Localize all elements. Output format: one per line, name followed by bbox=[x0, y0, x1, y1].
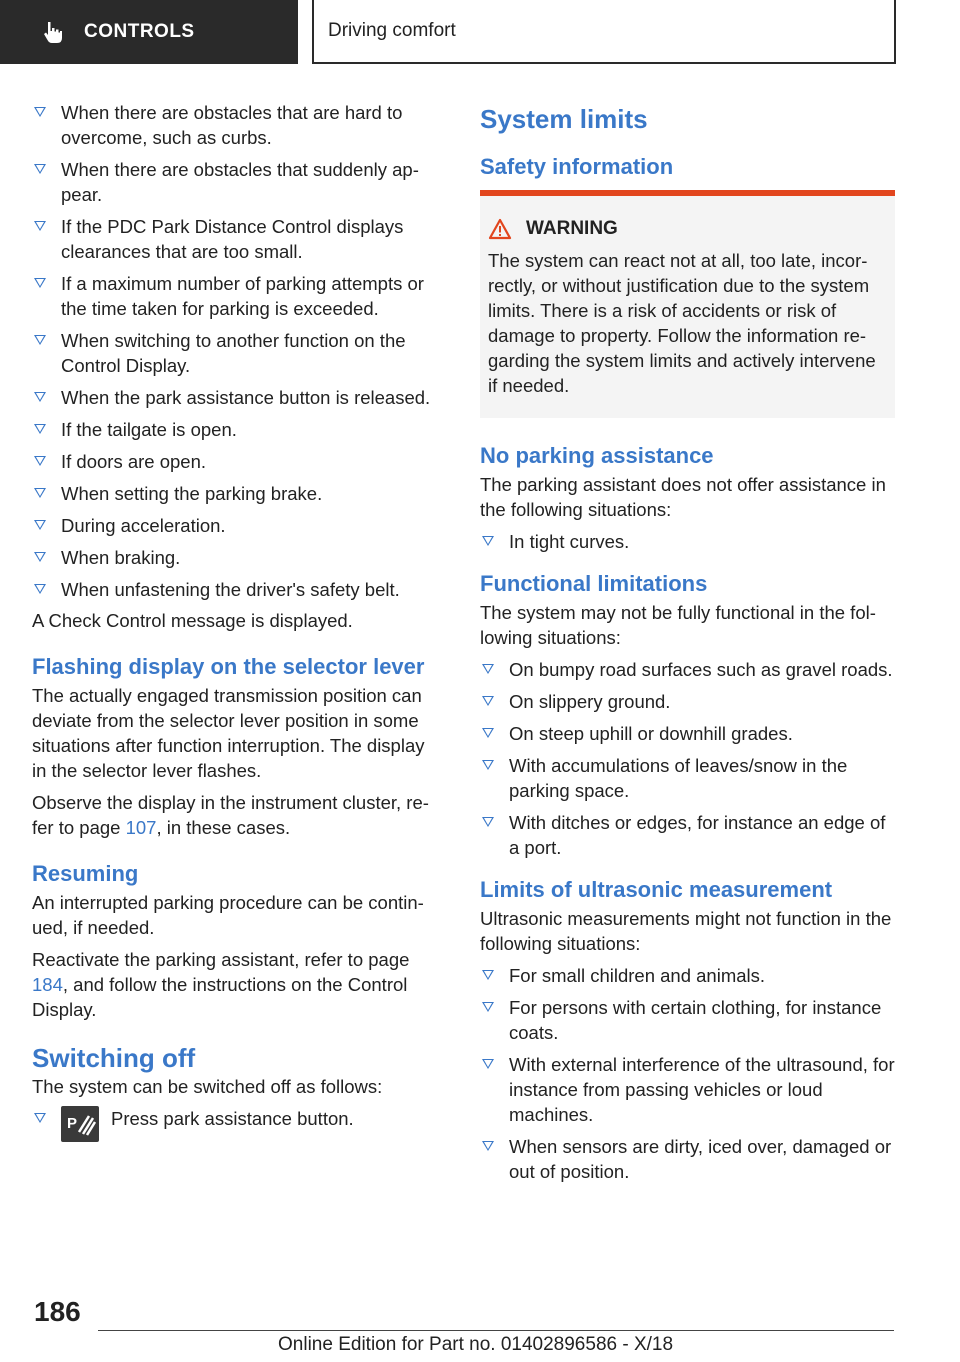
list-item bbox=[480, 1134, 895, 1184]
list-item-text: When there are obstacles that are hard to overcome, such as curbs. bbox=[61, 102, 403, 148]
list-item bbox=[32, 545, 442, 570]
list-item-text: When sensors are dirty, iced over, damaged or out of position. bbox=[509, 1136, 892, 1182]
triangle-bullet-icon bbox=[482, 664, 494, 674]
list-item bbox=[480, 689, 895, 714]
list-item-text: If doors are open. bbox=[61, 451, 207, 472]
warning-box bbox=[480, 190, 895, 418]
list-item bbox=[480, 657, 895, 682]
list-item-text: When the park assistance button is released. bbox=[61, 387, 431, 408]
list-item bbox=[32, 328, 442, 378]
check-control-text: A Check Control message is displayed. bbox=[32, 610, 353, 631]
switching-off-bullet: Press park assistance button. bbox=[111, 1108, 354, 1129]
page-link-107[interactable]: 107 bbox=[125, 817, 157, 838]
triangle-bullet-icon bbox=[482, 728, 494, 738]
list-item-text: On bumpy road surfaces such as gravel roads. bbox=[509, 659, 893, 680]
resuming-p1: An interrupted parking procedure can be continued, if needed. bbox=[32, 892, 424, 938]
left-column bbox=[32, 100, 442, 1149]
triangle-bullet-icon bbox=[34, 221, 46, 231]
page-number: 186 bbox=[34, 1296, 81, 1327]
list-item bbox=[480, 963, 895, 988]
triangle-bullet-icon bbox=[482, 696, 494, 706]
list-item-text: For persons with certain clothing, for instance coats. bbox=[509, 997, 882, 1043]
warning-title: WARNING bbox=[488, 218, 887, 240]
list-item-text: When there are obstacles that suddenly appear. bbox=[61, 159, 419, 205]
list-item bbox=[32, 385, 442, 410]
no-parking-list bbox=[480, 529, 895, 554]
triangle-bullet-icon bbox=[482, 970, 494, 980]
list-item-text: If the tailgate is open. bbox=[61, 419, 237, 440]
list-item bbox=[32, 417, 442, 442]
triangle-bullet-icon bbox=[482, 1141, 494, 1151]
right-column bbox=[480, 100, 895, 1191]
page-link-184[interactable]: 184 bbox=[32, 974, 63, 995]
switching-off-heading: Switching off bbox=[32, 1043, 196, 1073]
list-item-text: During acceleration. bbox=[61, 515, 226, 536]
warning-text: The system can react not at all, too late, incorrectly, or without justification due to the system limits. There is a risk of accidents or risk of damage to property. Follow the information regarding the system limits and actively intervene if needed. bbox=[488, 250, 876, 396]
safety-information-heading: Safety information bbox=[480, 154, 674, 179]
interruption-list bbox=[32, 100, 442, 602]
list-item-text: On slippery ground. bbox=[509, 691, 671, 712]
list-item bbox=[32, 577, 442, 602]
triangle-bullet-icon bbox=[34, 520, 46, 530]
list-item-text: When switching to another function on the Control Display. bbox=[61, 330, 406, 376]
no-parking-heading: No parking assistance bbox=[480, 443, 714, 468]
triangle-bullet-icon bbox=[34, 488, 46, 498]
triangle-bullet-icon bbox=[482, 817, 494, 827]
flashing-p2: Observe the display in the instrument cluster, refer to page 107, in these cases. bbox=[32, 792, 429, 838]
warning-triangle-icon bbox=[488, 218, 512, 240]
system-limits-heading: System limits bbox=[480, 104, 648, 134]
list-item bbox=[32, 1106, 442, 1142]
triangle-bullet-icon bbox=[34, 335, 46, 345]
section-tab bbox=[0, 0, 298, 64]
list-item bbox=[32, 271, 442, 321]
list-item-text: If the PDC Park Distance Control displays clearances that are too small. bbox=[61, 216, 404, 262]
functional-list bbox=[480, 657, 895, 860]
list-item-text: When setting the parking brake. bbox=[61, 483, 323, 504]
list-item bbox=[480, 810, 895, 860]
ultrasonic-p1: Ultrasonic measurements might not function in the following situations: bbox=[480, 908, 892, 954]
triangle-bullet-icon bbox=[482, 760, 494, 770]
triangle-bullet-icon bbox=[482, 1002, 494, 1012]
flashing-heading: Flashing display on the selector lever bbox=[32, 654, 425, 679]
list-item bbox=[480, 995, 895, 1045]
functional-p1: The system may not be fully functional in the following situations: bbox=[480, 602, 876, 648]
list-item bbox=[32, 481, 442, 506]
resuming-heading: Resuming bbox=[32, 861, 139, 886]
svg-text:P: P bbox=[67, 1115, 78, 1132]
list-item bbox=[32, 100, 442, 150]
switching-off-list bbox=[32, 1106, 442, 1142]
switching-off-p1: The system can be switched off as follows: bbox=[32, 1076, 383, 1097]
triangle-bullet-icon bbox=[34, 424, 46, 434]
list-item bbox=[32, 513, 442, 538]
list-item-text: With external interference of the ultrasound, for instance from passing vehicles or loud machines. bbox=[509, 1054, 895, 1125]
footer-divider bbox=[98, 1330, 894, 1331]
edition-text: Online Edition for Part no. 01402896586 - X/18 bbox=[278, 1334, 674, 1355]
list-item bbox=[480, 721, 895, 746]
triangle-bullet-icon bbox=[482, 1059, 494, 1069]
list-item-text: With accumulations of leaves/snow in the parking space. bbox=[509, 755, 848, 801]
list-item bbox=[480, 529, 895, 554]
list-item bbox=[32, 214, 442, 264]
list-item bbox=[480, 753, 895, 803]
triangle-bullet-icon bbox=[34, 552, 46, 562]
section-label: CONTROLS bbox=[84, 21, 195, 42]
chapter-label: Driving comfort bbox=[328, 20, 456, 41]
hand-pointer-icon bbox=[40, 19, 66, 45]
list-item bbox=[32, 157, 442, 207]
triangle-bullet-icon bbox=[34, 584, 46, 594]
list-item bbox=[32, 449, 442, 474]
triangle-bullet-icon bbox=[482, 536, 494, 546]
triangle-bullet-icon bbox=[34, 164, 46, 174]
triangle-bullet-icon bbox=[34, 278, 46, 288]
triangle-bullet-icon bbox=[34, 107, 46, 117]
flashing-p1: The actually engaged transmission position can deviate from the selector lever position in some situations after function interruption. The display in the selector lever flashes. bbox=[32, 685, 425, 781]
list-item-text: When unfastening the driver's safety belt. bbox=[61, 579, 400, 600]
ultrasonic-heading: Limits of ultrasonic measurement bbox=[480, 877, 833, 902]
chapter-tab bbox=[312, 0, 896, 64]
resuming-p2: Reactivate the parking assistant, refer to page 184, and follow the instructions on the Control Display. bbox=[32, 949, 410, 1020]
list-item bbox=[480, 1052, 895, 1127]
ultrasonic-list bbox=[480, 963, 895, 1184]
list-item-text: For small children and animals. bbox=[509, 965, 766, 986]
list-item-text: If a maximum number of parking attempts or the time taken for parking is exceeded. bbox=[61, 273, 424, 319]
list-item-text: When braking. bbox=[61, 547, 181, 568]
list-item-text: With ditches or edges, for instance an edge of a port. bbox=[509, 812, 886, 858]
list-item-text: In tight curves. bbox=[509, 531, 630, 552]
park-assistance-button-icon bbox=[61, 1106, 99, 1142]
triangle-bullet-icon bbox=[34, 392, 46, 402]
functional-heading: Functional limitations bbox=[480, 571, 708, 596]
no-parking-p1: The parking assistant does not offer assistance in the following situations: bbox=[480, 474, 886, 520]
triangle-bullet-icon bbox=[34, 456, 46, 466]
list-item-text: On steep uphill or downhill grades. bbox=[509, 723, 793, 744]
